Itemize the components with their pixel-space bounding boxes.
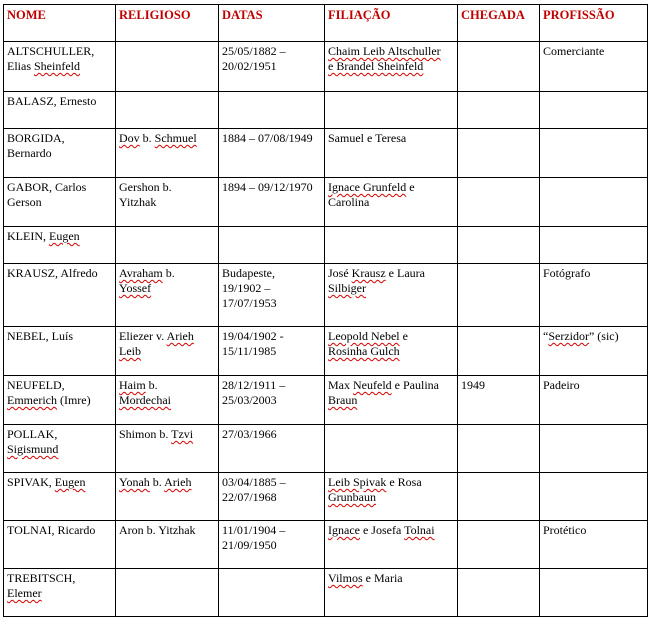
spellcheck-word: Emmerich [7,393,57,407]
spellcheck-word: Schmuel [154,131,197,145]
cell-nome [4,264,116,327]
cell-religioso [116,178,219,227]
header-datas: DATAS [219,5,325,42]
cell-religioso [116,327,219,376]
cell-filiacao [325,327,458,376]
cell-datas [219,521,325,569]
cell-datas [219,178,325,227]
cell-text: Shimon b. [119,427,172,441]
cell-datas [219,327,325,376]
spellcheck-word: Yossef [119,281,152,295]
cell-nome [4,129,116,178]
cell-religioso [116,264,219,327]
spellcheck-word: Tolnai [404,523,435,537]
spellcheck-word: Chaim Leib Altschuller [328,44,441,58]
cell-religioso [116,425,219,473]
spellcheck-word: Leopold Nebel [328,329,400,343]
cell-datas [219,92,325,129]
spellcheck-word: Braun [328,393,358,407]
cell-text: Bernardo [7,146,52,160]
cell-text: e Josefa [359,523,405,537]
cell-text: Eliezer v. [119,329,167,343]
cell-datas [219,473,325,521]
cell-chegada [458,92,540,129]
cell-profissao [540,327,648,376]
cell-text: e Paulina [391,378,439,392]
cell-nome [4,42,116,92]
cell-text: Gerson [7,195,42,209]
cell-text: KLEIN, [7,229,49,243]
cell-profissao [540,473,648,521]
cell-text: Gershon b. [119,180,172,194]
cell-nome [4,178,116,227]
cell-text: TOLNAI, Ricardo [7,523,96,537]
cell-text: 25/03/2003 [222,393,277,407]
cell-text: GABOR, Carlos [7,180,87,194]
header-row [4,5,648,42]
cell-religioso [116,521,219,569]
cell-text: “ [543,329,549,343]
cell-religioso [116,129,219,178]
table-row [4,521,648,569]
cell-text: 15/11/1985 [222,344,277,358]
cell-filiacao [325,425,458,473]
cell-text: 17/07/1953 [222,296,277,310]
cell-text: Samuel e Teresa [328,131,407,145]
header-chegada: CHEGADA [458,5,540,42]
table-row [4,376,648,425]
cell-chegada [458,42,540,92]
spellcheck-word: Grunbaun [328,490,376,504]
cell-text: NEUFELD, [7,378,65,392]
spellcheck-word: Haim [119,378,146,392]
cell-text: SPIVAK, [7,475,55,489]
cell-nome [4,473,116,521]
spellcheck-word: Vilmos [328,571,363,585]
cell-filiacao [325,178,458,227]
cell-text: 11/01/1904 – [222,523,286,537]
cell-text: 19/1902 – [222,281,271,295]
cell-chegada [458,264,540,327]
cell-filiacao [325,376,458,425]
cell-profissao [540,264,648,327]
cell-chegada [458,227,540,264]
header-filiacao: FILIAÇÃO [325,5,458,42]
cell-text: e Laura [385,266,425,280]
cell-text: (Imre) [56,393,91,407]
spellcheck-word: Leib Spivak [328,475,387,489]
cell-text: Padeiro [543,378,580,392]
spellcheck-word: e Brandel Sheinfeld [328,59,424,73]
cell-datas [219,425,325,473]
cell-filiacao [325,42,458,92]
spellcheck-word: Yonah [119,475,150,489]
cell-religioso [116,376,219,425]
cell-profissao [540,569,648,617]
spellcheck-word: Mordechai [119,393,171,407]
cell-religioso [116,42,219,92]
cell-nome [4,376,116,425]
records-table [3,4,648,617]
cell-text: b. [149,475,165,489]
cell-text: b. [162,266,175,280]
cell-text: Comerciante [543,44,605,58]
cell-text: José [328,266,352,280]
cell-text: 19/04/1902 - [222,329,284,343]
cell-text: e [399,329,408,343]
cell-text: ” (sic) [588,329,619,343]
cell-religioso [116,227,219,264]
cell-religioso [116,569,219,617]
cell-text: KRAUSZ, Alfredo [7,266,98,280]
cell-chegada [458,327,540,376]
cell-datas [219,569,325,617]
spellcheck-word: Krausz [351,266,386,280]
cell-profissao [540,178,648,227]
cell-filiacao [325,473,458,521]
cell-text: b. [145,378,158,392]
cell-chegada [458,569,540,617]
cell-filiacao [325,129,458,178]
spellcheck-word: Ignace [328,523,360,537]
cell-text: 25/05/1882 – [222,44,286,58]
cell-datas [219,42,325,92]
cell-text: e [406,180,415,194]
table-row [4,327,648,376]
cell-profissao [540,92,648,129]
cell-text: Aron b. Yitzhak [119,523,196,537]
cell-religioso [116,92,219,129]
table-row [4,264,648,327]
cell-text: BALASZ, Ernesto [7,94,97,108]
spellcheck-word: Ignace Grunfeld [328,180,407,194]
cell-datas [219,129,325,178]
cell-nome [4,521,116,569]
cell-text: 22/07/1968 [222,490,277,504]
cell-chegada [458,473,540,521]
document-page [3,4,647,617]
spellcheck-word: Elemer [7,586,42,600]
table-row [4,178,648,227]
cell-text: Elias [7,59,34,73]
header-profissao: PROFISSÃO [540,5,648,42]
header-nome: NOME [4,5,116,42]
spellcheck-word: Leib [119,344,141,358]
cell-profissao [540,376,648,425]
cell-profissao [540,227,648,264]
cell-nome [4,569,116,617]
cell-nome [4,327,116,376]
spellcheck-word: Eugen [54,475,86,489]
header-religioso: RELIGIOSO [116,5,219,42]
table-row [4,129,648,178]
cell-text: 21/09/1950 [222,538,277,552]
cell-text: BORGIDA, [7,131,65,145]
records-body [4,42,648,617]
table-row [4,42,648,92]
spellcheck-word: Sigismund [7,442,59,456]
cell-filiacao [325,521,458,569]
cell-text: Max [328,378,353,392]
cell-chegada [458,178,540,227]
cell-text: 28/12/1911 – [222,378,286,392]
cell-datas [219,227,325,264]
cell-text: POLLAK, [7,427,58,441]
cell-datas [219,264,325,327]
spellcheck-word: Tzvi [171,427,194,441]
cell-profissao [540,129,648,178]
spellcheck-word: Avraham [119,266,163,280]
cell-nome [4,227,116,264]
spellcheck-word: Neufeld [353,378,392,392]
cell-text: b. [139,131,155,145]
cell-text: Budapeste, [222,266,275,280]
cell-profissao [540,425,648,473]
cell-text: 20/02/1951 [222,59,277,73]
cell-filiacao [325,227,458,264]
cell-text: Fotógrafo [543,266,591,280]
table-row [4,569,648,617]
spellcheck-word: Serzidor [548,329,589,343]
cell-text: 1894 – 09/12/1970 [222,180,313,194]
cell-text: 1949 [461,378,485,392]
cell-datas [219,376,325,425]
cell-text: Carolina [328,195,370,209]
cell-text: TREBITSCH, [7,571,76,585]
cell-chegada [458,521,540,569]
cell-nome [4,425,116,473]
cell-text: 03/04/1885 – [222,475,286,489]
cell-text: e Rosa [386,475,422,489]
spellcheck-word: Sheinfeld [34,59,80,73]
cell-filiacao [325,264,458,327]
cell-text: e Maria [362,571,403,585]
spellcheck-word: Arieh [166,329,194,343]
spellcheck-word: Silbiger [328,281,366,295]
table-row [4,425,648,473]
cell-text: ALTSCHULLER, [7,44,95,58]
cell-filiacao [325,569,458,617]
spellcheck-word: Eugen [49,229,80,243]
cell-profissao [540,521,648,569]
cell-religioso [116,473,219,521]
table-row [4,92,648,129]
cell-filiacao [325,92,458,129]
cell-text: 1884 – 07/08/1949 [222,131,313,145]
cell-text: NEBEL, Luís [7,329,73,343]
cell-chegada [458,425,540,473]
cell-chegada [458,376,540,425]
spellcheck-word: Dov [119,131,140,145]
cell-text: Yitzhak [119,195,157,209]
cell-text: 27/03/1966 [222,427,277,441]
cell-text: Protético [543,523,587,537]
table-row [4,473,648,521]
spellcheck-word: Rosinha Gulch [328,344,400,358]
cell-chegada [458,129,540,178]
cell-profissao [540,42,648,92]
spellcheck-word: Arieh [164,475,192,489]
cell-nome [4,92,116,129]
table-row [4,227,648,264]
